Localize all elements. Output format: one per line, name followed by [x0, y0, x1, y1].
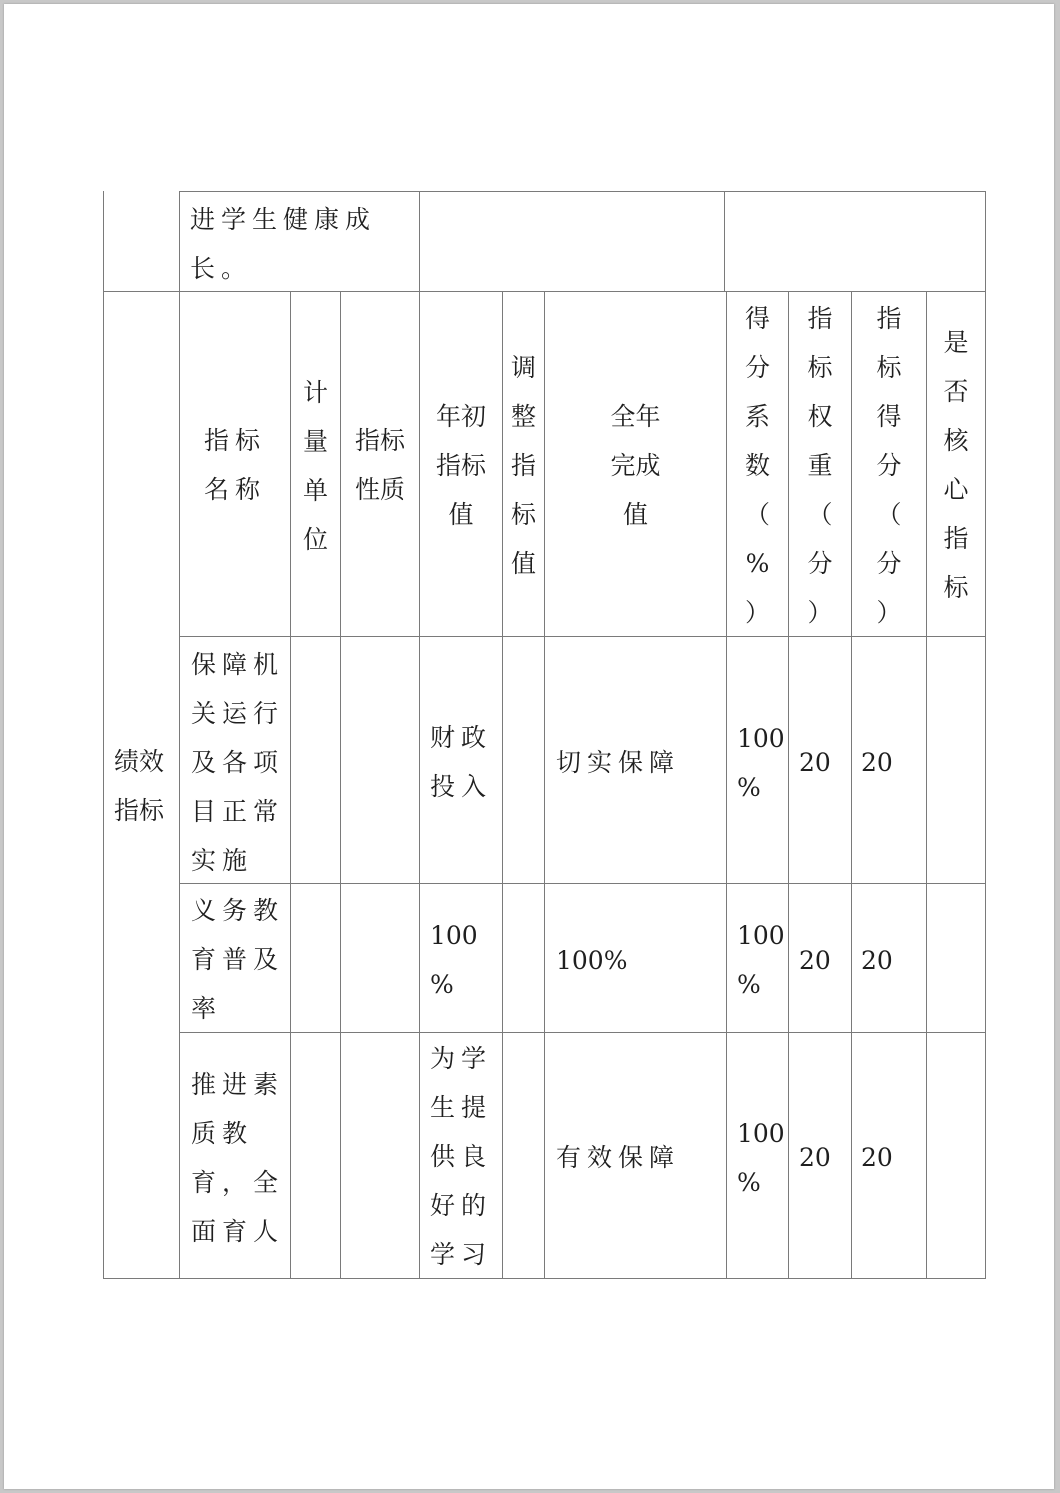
header-annual-completion: 全年 完成 值 — [610, 402, 661, 529]
top-row-description: 进学生健康成 长。 — [190, 205, 377, 283]
row-indicator-score: 20 — [861, 1143, 893, 1172]
section-label: 绩效 指标 — [114, 747, 165, 825]
row-annual-completion: 切实保障 — [556, 748, 681, 777]
header-initial-target: 年初 指标 值 — [435, 402, 486, 529]
grid-line — [985, 191, 986, 1279]
row-indicator-weight: 20 — [799, 748, 831, 777]
header-adjusted-target: 调 整 指 标 值 — [510, 353, 536, 578]
grid-line — [179, 1032, 986, 1033]
document-page — [4, 4, 1054, 1489]
header-indicator-weight: 指 标 权 重 （ 分 ） — [807, 304, 833, 627]
row-score-coefficient: 100 % — [737, 1119, 785, 1197]
header-indicator-name: 指标 名称 — [203, 426, 266, 504]
grid-line — [179, 191, 986, 192]
row-indicator-name: 推进素 质教 育，全 面育人 — [191, 1070, 285, 1246]
row-score-coefficient: 100 % — [737, 921, 785, 999]
grid-line — [419, 191, 420, 1279]
row-indicator-name: 义务教 育普及 率 — [191, 896, 285, 1023]
row-initial-target: 为学 生提 供良 好的 学习 — [430, 1044, 493, 1269]
row-indicator-name: 保障机 关运行 及各项 目正常 实施 — [191, 650, 285, 875]
row-annual-completion: 有效保障 — [556, 1143, 681, 1172]
header-nature: 指标 性质 — [354, 426, 405, 504]
row-score-coefficient: 100 % — [737, 724, 785, 802]
header-unit: 计 量 单 位 — [302, 378, 328, 554]
header-score-coefficient: 得 分 系 数 （ % ） — [744, 304, 770, 627]
grid-line — [179, 883, 986, 884]
row-indicator-weight: 20 — [799, 946, 831, 975]
row-initial-target: 100 % — [430, 921, 478, 999]
grid-line — [103, 191, 104, 1279]
row-initial-target: 财政 投入 — [430, 723, 493, 801]
row-indicator-score: 20 — [861, 946, 893, 975]
grid-line — [724, 191, 725, 291]
row-indicator-score: 20 — [861, 748, 893, 777]
header-core-indicator: 是 否 核 心 指 标 — [943, 328, 969, 602]
row-annual-completion: 100% — [556, 946, 628, 975]
grid-line — [179, 191, 180, 1279]
header-indicator-score: 指 标 得 分 （ 分 ） — [876, 304, 902, 627]
row-indicator-weight: 20 — [799, 1143, 831, 1172]
